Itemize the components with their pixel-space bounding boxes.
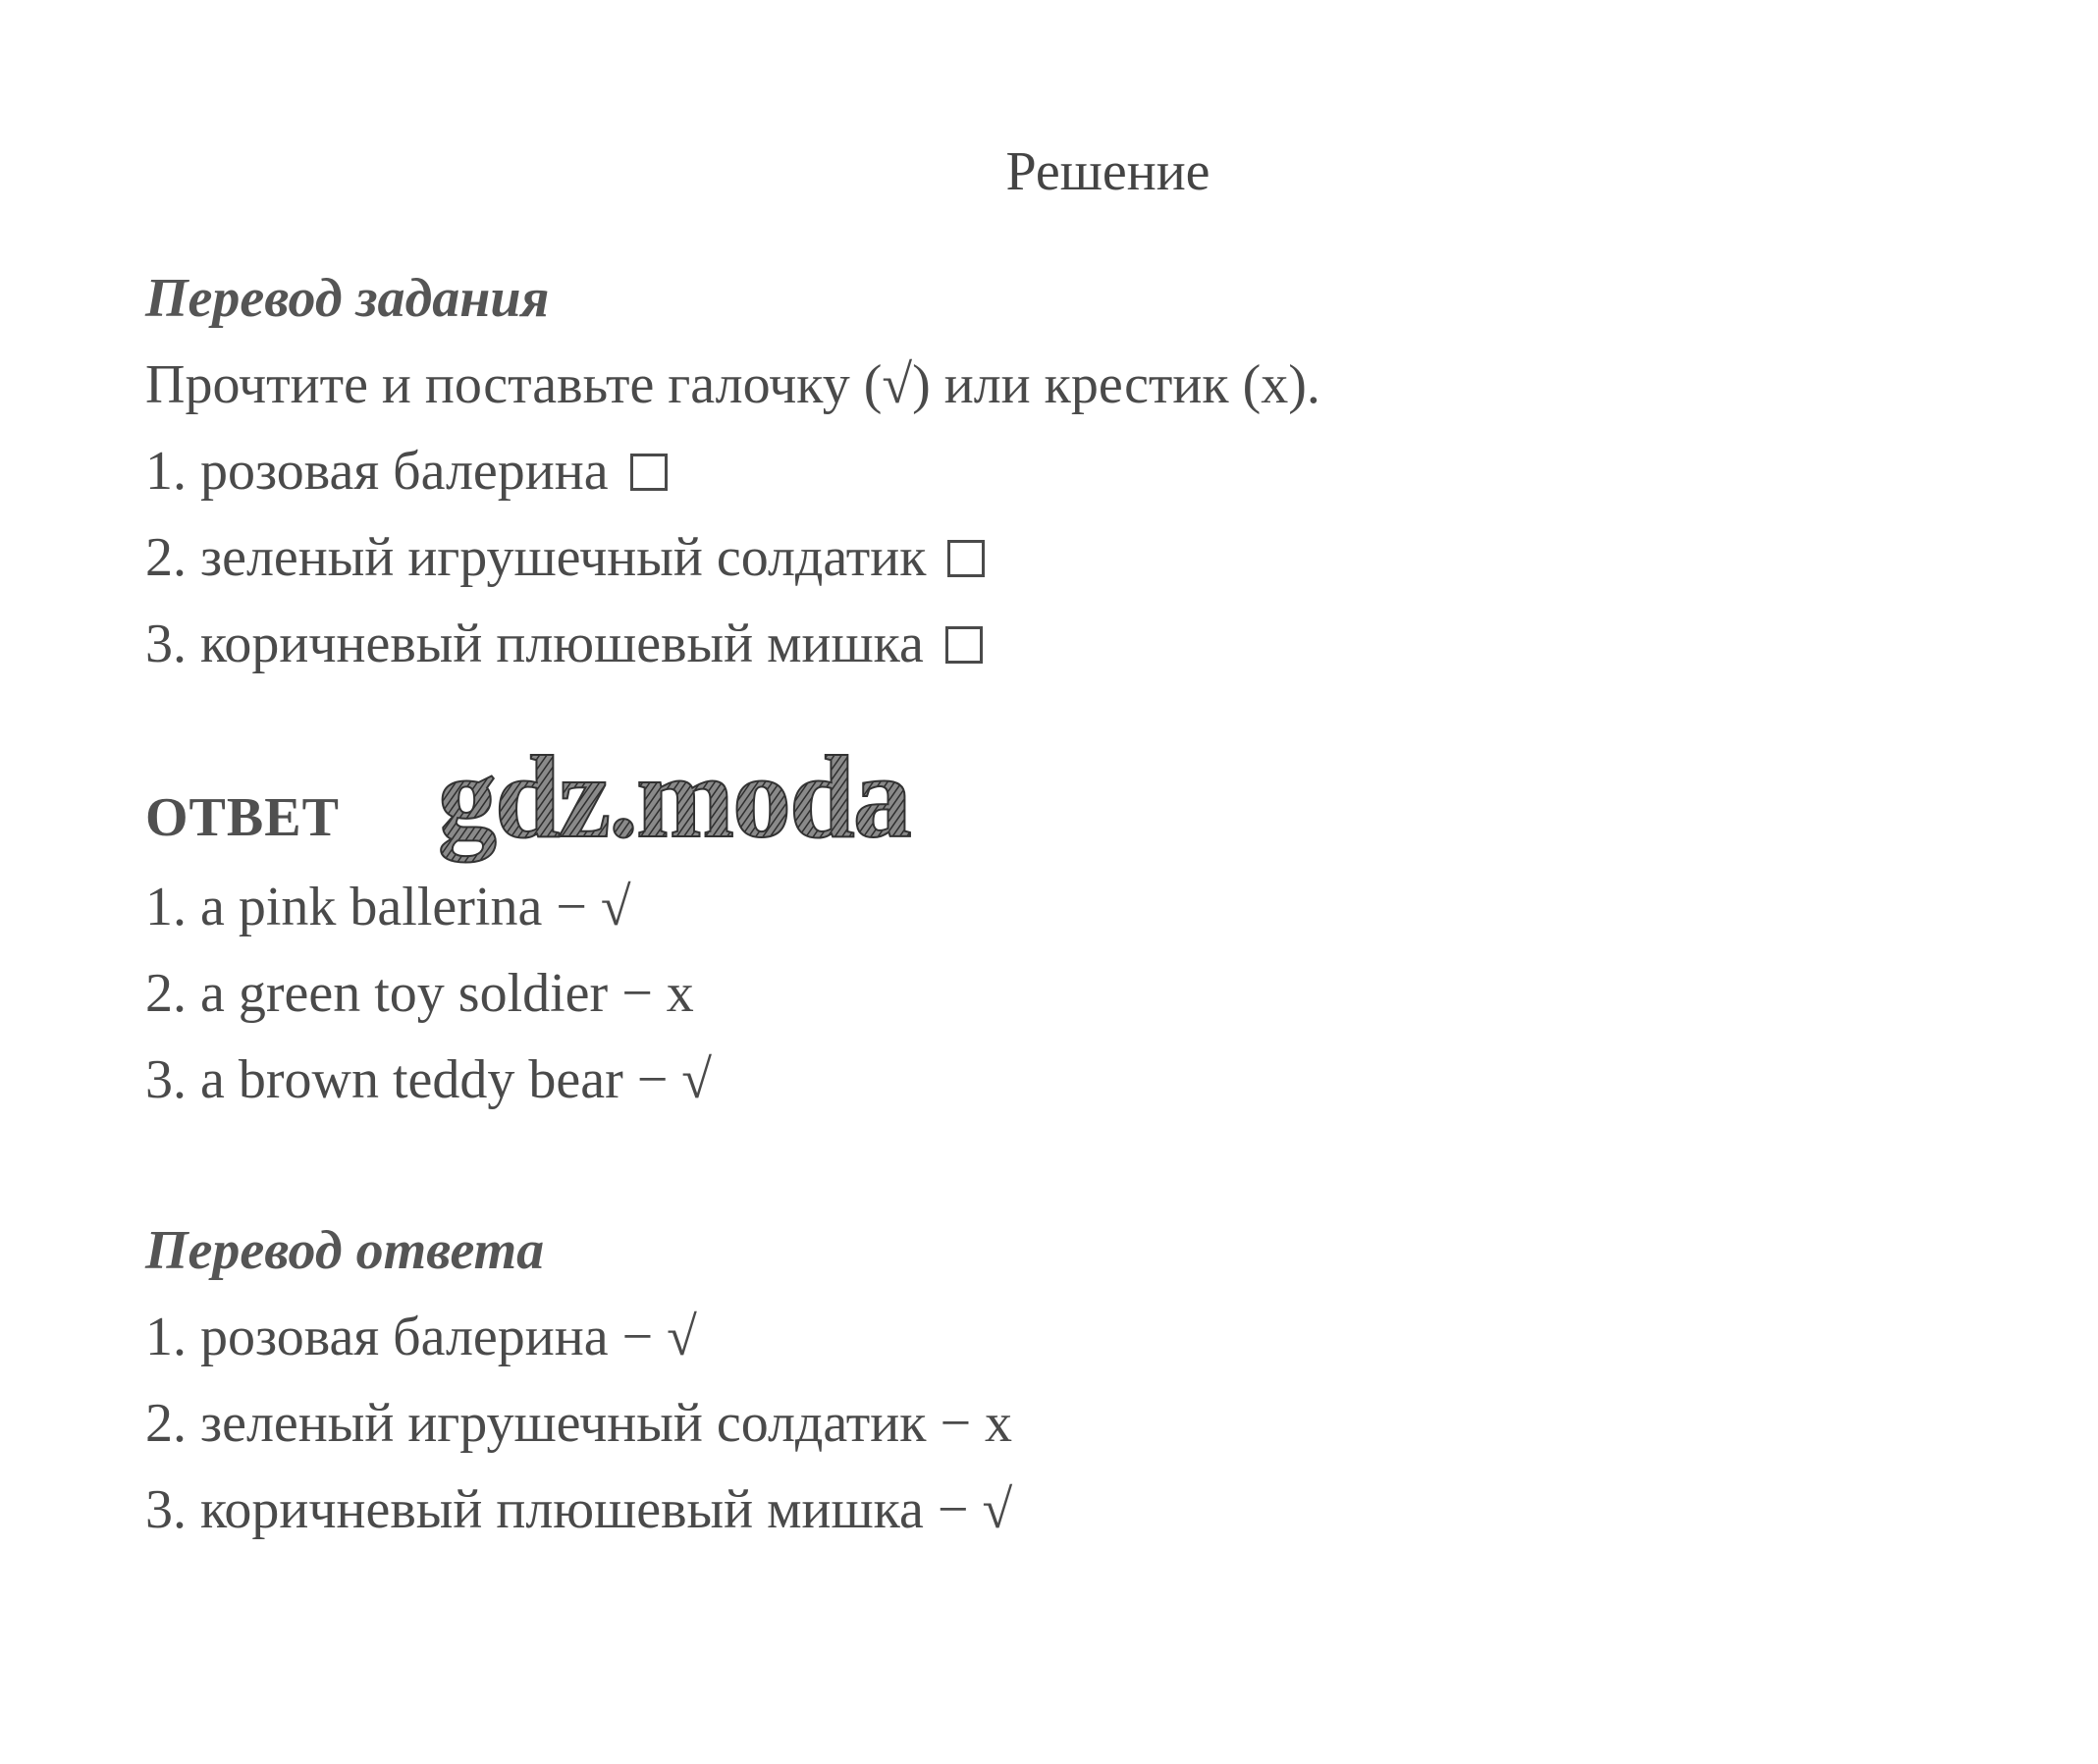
checkbox-icon <box>947 540 985 577</box>
task-item <box>145 601 2011 687</box>
checkbox-icon <box>945 626 983 664</box>
translation-item: 2. зеленый игрушечный солдатик − x <box>145 1393 1013 1454</box>
translation-item: 3. коричневый плюшевый мишка − √ <box>145 1479 1013 1540</box>
page-title-text: Решение <box>1005 141 1210 202</box>
task-translation-section <box>145 255 2011 687</box>
page-title <box>0 137 2098 206</box>
logo-text: gdz.moda <box>438 746 910 862</box>
task-item-text: 2. зеленый игрушечный солдатик <box>145 527 927 588</box>
answer-section <box>145 864 2011 1123</box>
answer-item: 1. a pink ballerina − √ <box>145 877 631 937</box>
task-item <box>145 428 2011 514</box>
task-instruction: Прочтите и поставьте галочку (√) или крестик (x). <box>145 354 1320 415</box>
answer-header <box>145 746 1127 862</box>
answer-item: 3. a brown teddy bear − √ <box>145 1049 713 1110</box>
translation-item: 1. розовая балерина − √ <box>145 1307 697 1367</box>
answer-translation-heading: Перевод ответа <box>145 1220 545 1281</box>
answer-translation-section <box>145 1207 2011 1553</box>
task-item-text: 3. коричневый плюшевый мишка <box>145 614 924 674</box>
checkbox-icon <box>630 454 668 491</box>
answer-label: ОТВЕТ <box>145 787 340 848</box>
task-item <box>145 514 2011 601</box>
task-translation-heading: Перевод задания <box>145 268 550 329</box>
task-item-text: 1. розовая балерина <box>145 441 609 502</box>
gdz-moda-logo-watermark <box>430 746 1176 864</box>
answer-item: 2. a green toy soldier − x <box>145 963 694 1024</box>
